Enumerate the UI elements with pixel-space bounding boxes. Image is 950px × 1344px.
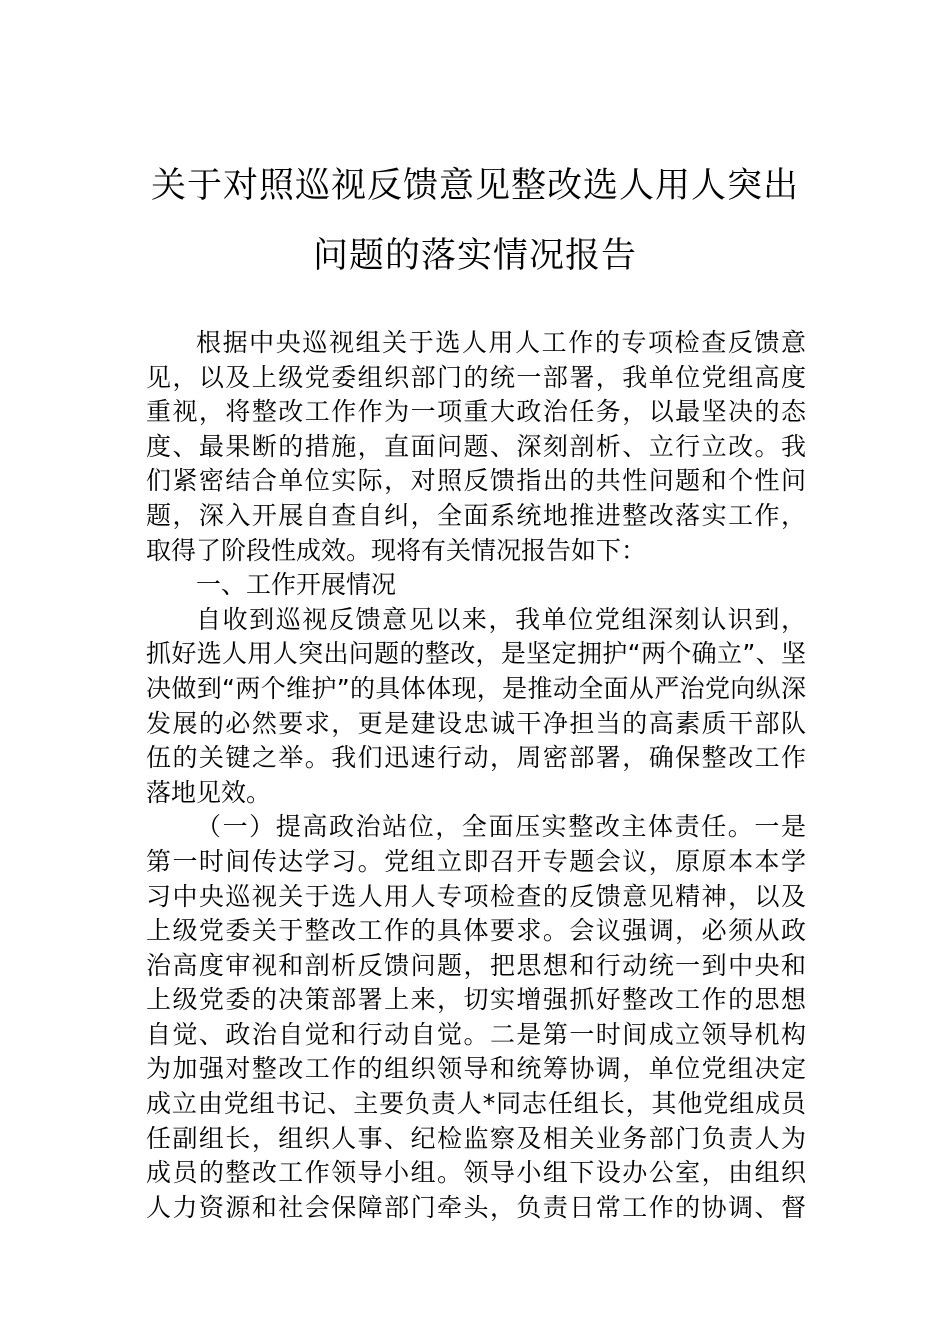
document-body bbox=[146, 326, 806, 1225]
body-line: 为加强对整改工作的组织领导和统筹协调，单位党组决定 bbox=[146, 1054, 806, 1084]
body-line: 治高度审视和剖析反馈问题，把思想和行动统一到中央和 bbox=[146, 950, 806, 980]
body-line: 成员的整改工作领导小组。领导小组下设办公室，由组织 bbox=[146, 1158, 806, 1188]
body-line: 度、最果断的措施，直面问题、深刻剖析、立行立改。我 bbox=[146, 431, 806, 461]
body-line: 伍的关键之举。我们迅速行动，周密部署，确保整改工作 bbox=[146, 743, 806, 773]
body-line: 成立由党组书记、主要负责人*同志任组长，其他党组成员 bbox=[146, 1089, 806, 1119]
body-line: 取得了阶段性成效。现将有关情况报告如下： bbox=[146, 535, 647, 565]
body-line: 习中央巡视关于选人用人专项检查的反馈意见精神，以及 bbox=[146, 881, 806, 911]
body-line: 根据中央巡视组关于选人用人工作的专项检查反馈意 bbox=[196, 328, 806, 357]
body-line: 一、工作开展情况 bbox=[196, 570, 397, 600]
body-line: 重视，将整改工作作为一项重大政治任务，以最坚决的态 bbox=[146, 397, 806, 427]
body-line: 自收到巡视反馈意见以来，我单位党组深刻认识到， bbox=[196, 604, 806, 634]
body-line: （一）提高政治站位，全面压实整改主体责任。一是 bbox=[196, 812, 806, 842]
document-title-line-2: 问题的落实情况报告 bbox=[312, 236, 637, 276]
body-line: 人力资源和社会保障部门牵头，负责日常工作的协调、督 bbox=[146, 1192, 806, 1222]
body-line: 见，以及上级党委组织部门的统一部署，我单位党组高度 bbox=[146, 362, 806, 392]
body-line: 抓好选人用人突出问题的整改，是坚定拥护“两个确立”、坚 bbox=[146, 639, 806, 669]
body-line: 题，深入开展自查自纠，全面系统地推进整改落实工作， bbox=[146, 500, 806, 530]
body-line: 落地见效。 bbox=[146, 777, 272, 807]
body-line: 任副组长，组织人事、纪检监察及相关业务部门负责人为 bbox=[146, 1123, 806, 1153]
body-line: 发展的必然要求，更是建设忠诚干净担当的高素质干部队 bbox=[146, 708, 806, 738]
body-line: 上级党委关于整改工作的具体要求。会议强调，必须从政 bbox=[146, 916, 806, 946]
document-title-line-1: 关于对照巡视反馈意见整改选人用人突出 bbox=[150, 166, 799, 206]
body-line: 上级党委的决策部署上来，切实增强抓好整改工作的思想 bbox=[146, 985, 806, 1015]
body-line: 们紧密结合单位实际，对照反馈指出的共性问题和个性问 bbox=[146, 466, 806, 496]
body-line: 第一时间传达学习。党组立即召开专题会议，原原本本学 bbox=[146, 846, 806, 876]
body-line: 自觉、政治自觉和行动自觉。二是第一时间成立领导机构 bbox=[146, 1019, 806, 1049]
body-line: 决做到“两个维护”的具体体现，是推动全面从严治党向纵深 bbox=[146, 673, 806, 703]
